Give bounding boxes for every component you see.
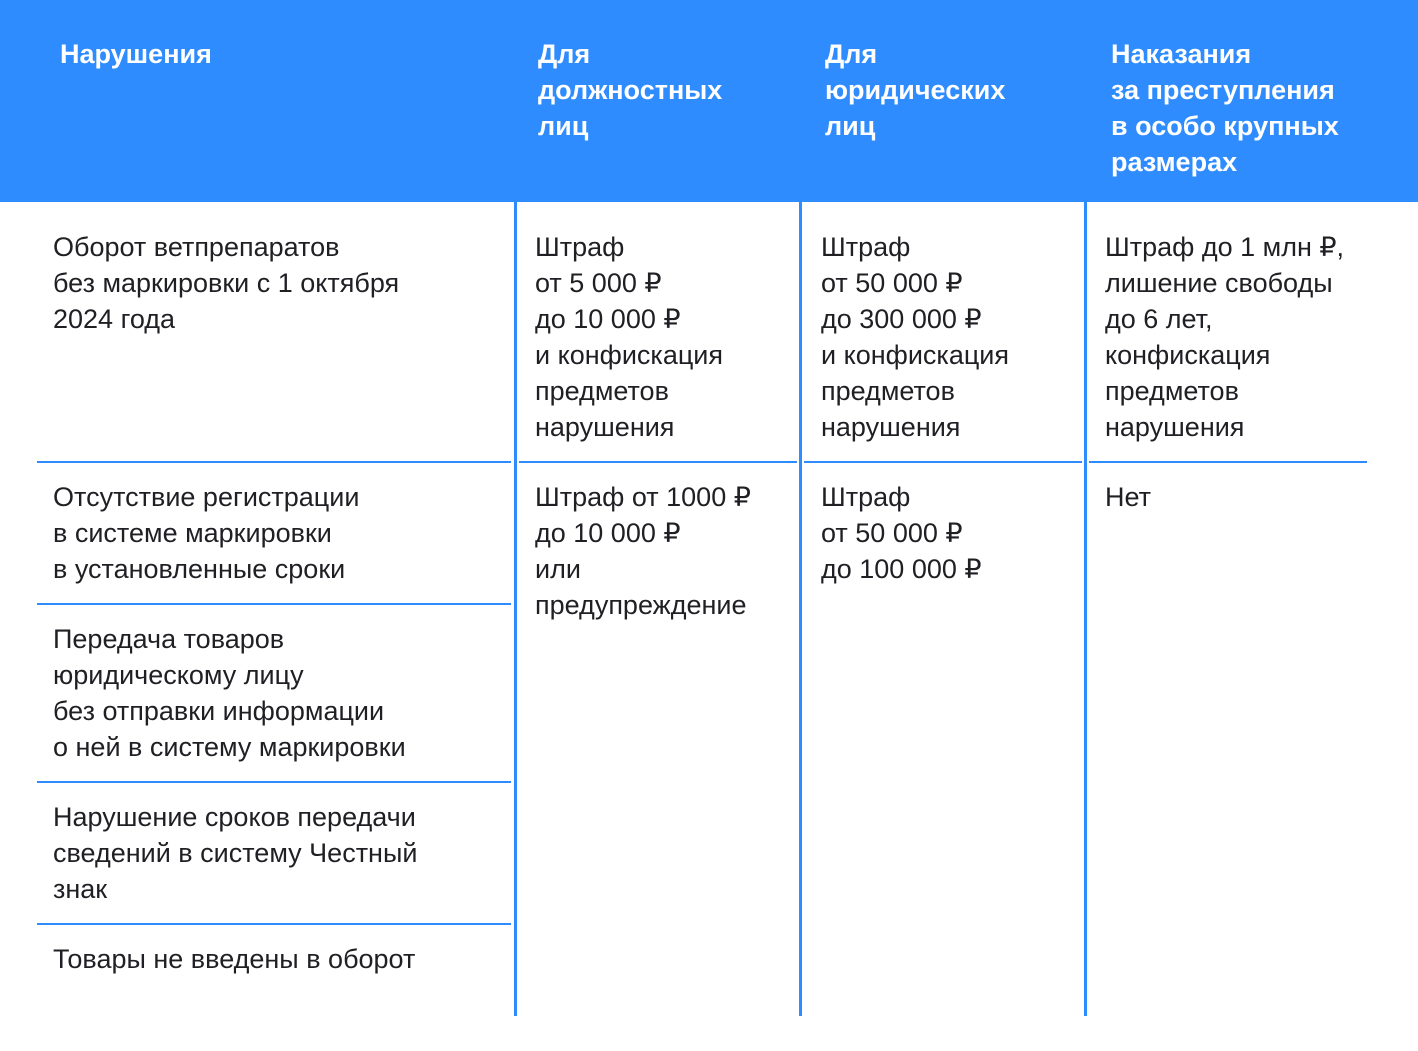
row-divider (37, 461, 511, 463)
legal-penalty-cell: Штраф от 50 000 ₽ до 100 000 ₽ (821, 482, 982, 584)
officials-penalty-cell: Штраф от 5 000 ₽ до 10 000 ₽ и конфискация предметов нарушения (535, 232, 724, 442)
violation-cell: Оборот ветпрепаратов без маркировки с 1 октября 2024 года (53, 232, 400, 334)
column-divider (514, 202, 517, 1016)
violation-cell: Отсутствие регистрации в системе маркировки в установленные сроки (53, 482, 360, 584)
row-divider (37, 923, 511, 925)
row-divider (519, 461, 797, 463)
column-divider (799, 202, 802, 1016)
row-divider (37, 603, 511, 605)
header-officials: Для должностных лиц (538, 39, 723, 141)
table-header (0, 0, 1418, 202)
row-divider (37, 781, 511, 783)
criminal-penalty-cell: Штраф до 1 млн ₽, лишение свободы до 6 лет, конфискация предметов нарушения (1105, 232, 1345, 442)
legal-penalty-cell: Штраф от 50 000 ₽ до 300 000 ₽ и конфискация предметов нарушения (821, 232, 1010, 442)
violation-cell: Передача товаров юридическому лицу без отправки информации о ней в систему маркировки (53, 624, 406, 762)
violation-cell: Товары не введены в оборот (53, 944, 416, 974)
officials-penalty-cell: Штраф от 1000 ₽ до 10 000 ₽ или предупреждение (535, 482, 751, 620)
header-legal-entities: Для юридических лиц (825, 39, 1006, 141)
column-divider (1084, 202, 1087, 1016)
violation-cell: Нарушение сроков передачи сведений в систему Честный знак (53, 802, 418, 904)
row-divider (804, 461, 1082, 463)
header-violations: Нарушения (60, 39, 212, 69)
row-divider (1089, 461, 1367, 463)
criminal-penalty-cell: Нет (1105, 482, 1151, 512)
header-criminal-penalties: Наказания за преступления в особо крупных размерах (1111, 39, 1339, 177)
